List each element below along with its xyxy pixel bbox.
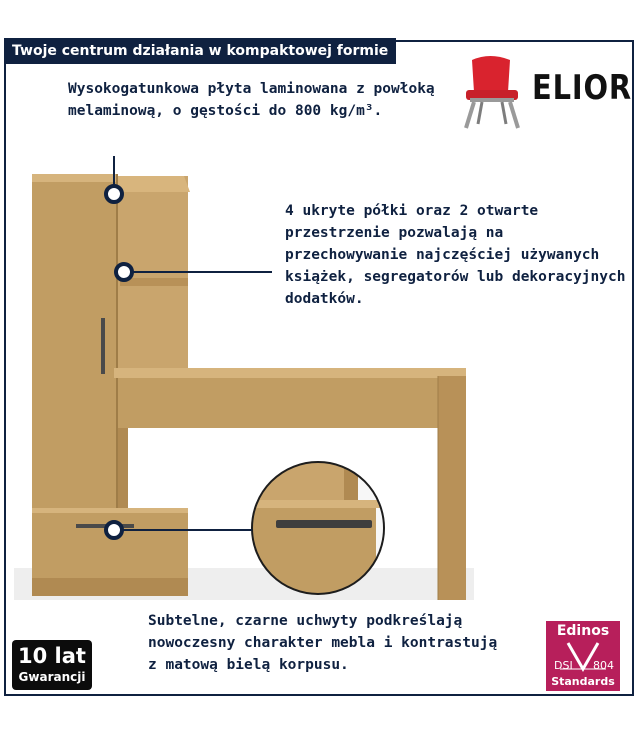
- desk-top: [114, 368, 466, 378]
- edinos-standards: Standards: [551, 675, 615, 688]
- callout-dot-handles: [106, 522, 122, 538]
- brand-name: ELIOR: [532, 68, 632, 108]
- material-description: Wysokogatunkowa płyta laminowana z powłoką melaminową, o gęstości do 800 kg/m³.: [68, 81, 435, 119]
- callout-dot-material: [106, 186, 122, 202]
- desk-leg: [438, 376, 466, 600]
- edinos-dsi: DSI: [554, 659, 573, 672]
- edinos-badge: [546, 621, 620, 691]
- edinos-number: 804: [593, 659, 614, 672]
- warranty-label: Gwarancji: [18, 670, 86, 684]
- shelves-description: 4 ukryte półki oraz 2 otwarte przestrzenie pozwalają na przechowywanie najczęściej używanych książek, segregatorów lub dekoracyjnych dodatków.: [285, 203, 626, 307]
- tall-cabinet: [32, 174, 118, 510]
- edinos-name: Edinos: [556, 623, 610, 639]
- warranty-badge: [12, 640, 92, 690]
- page-title: Twoje centrum działania w kompaktowej formie: [4, 38, 396, 64]
- warranty-years: 10 lat: [18, 644, 86, 668]
- handles-description: Subtelne, czarne uchwyty podkreślają nowoczesny charakter mebla i kontrastują z matową bielą korpusu.: [148, 613, 498, 673]
- cabinet-handle: [101, 318, 105, 374]
- callout-dot-shelves: [116, 264, 132, 280]
- drawer: [32, 508, 188, 578]
